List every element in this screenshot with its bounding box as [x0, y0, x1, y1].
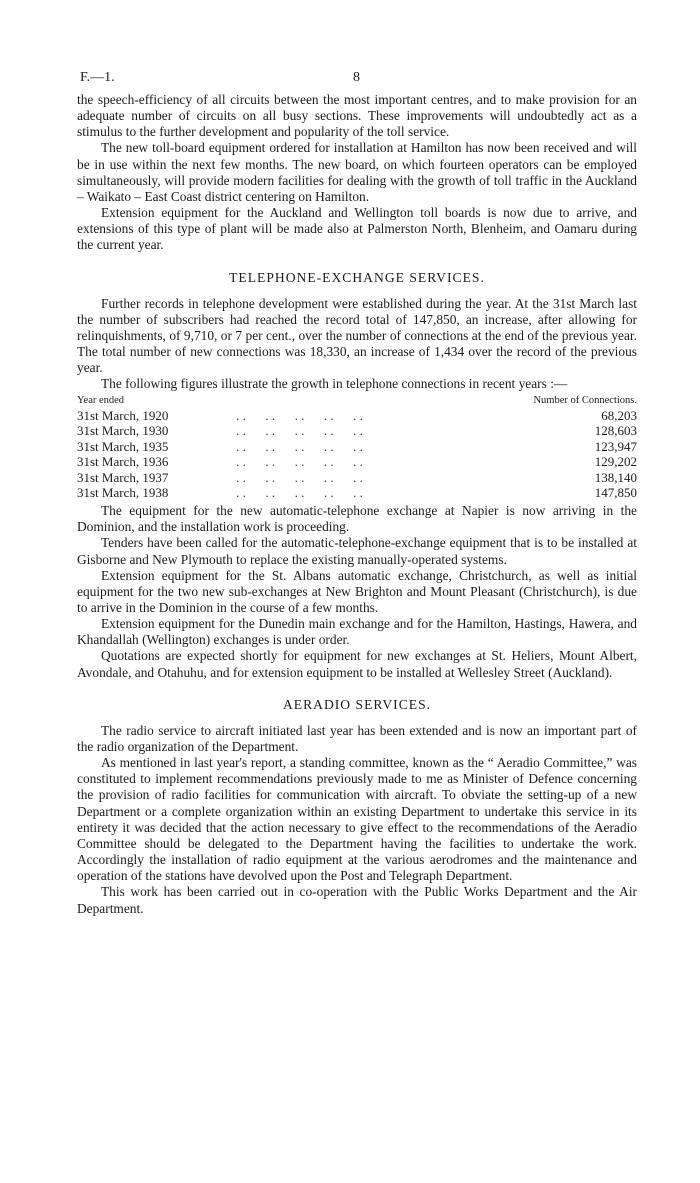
- telephone-paragraph-5: Extension equipment for the St. Albans automatic exchange, Christchurch, as well as initial equipment for the two new sub-exchanges at New Brighton and Mount Pleasant (Christchurch), is due to arrive in the Dominion in the course of a few months.: [77, 567, 637, 615]
- table-row: [77, 423, 637, 439]
- telephone-paragraph-7: Quotations are expected shortly for equipment for new exchanges at St. Heliers, Mount Albert, Avondale, and Otahuhu, and for extension equipment to be installed at Wellesley Street (Auckland).: [77, 648, 637, 680]
- dot-leader: . . . . . . . . . .: [236, 469, 363, 485]
- dot-leader: . . . . . . . . . .: [236, 438, 363, 454]
- table-row: [77, 408, 637, 424]
- telephone-section-heading: TELEPHONE-EXCHANGE SERVICES.: [229, 269, 485, 285]
- telephone-paragraph-6: Extension equipment for the Dunedin main exchange and for the Hamilton, Hastings, Hawera, and Khandallah (Wellington) exchanges is under order.: [77, 616, 637, 648]
- intro-paragraph-1: the speech-efficiency of all circuits between the most important centres, and to make provision for an adequate number of circuits on all busy sections. These improvements will undoubtedly act as a stimulus to the further development and popularity of the toll service.: [77, 92, 637, 140]
- row-year: 31st March, 1930: [77, 423, 169, 439]
- row-connections: 123,947: [594, 438, 637, 454]
- document-page: [77, 70, 637, 917]
- intro-paragraph-3: Extension equipment for the Auckland and Wellington toll boards is now due to arrive, and extensions of this type of plant will be made also at Palmerston North, Blenheim, and Oamaru during the current year.: [77, 205, 637, 253]
- row-year: 31st March, 1920: [77, 407, 169, 423]
- row-year: 31st March, 1936: [77, 454, 169, 470]
- table-row: [77, 454, 637, 470]
- telephone-paragraph-3: The equipment for the new automatic-telephone exchange at Napier is now arriving in the Dominion, and the installation work is proceeding.: [77, 503, 637, 535]
- telephone-paragraph-4: Tenders have been called for the automatic-telephone-exchange equipment that is to be installed at Gisborne and New Plymouth to replace the existing manually-operated systems.: [77, 535, 637, 567]
- table-row: [77, 485, 637, 501]
- page-number: 8: [353, 70, 360, 85]
- connections-table: [77, 394, 637, 502]
- row-connections: 128,603: [594, 423, 637, 439]
- connections-table-header: [77, 394, 637, 408]
- aeradio-paragraph-2: As mentioned in last year's report, a standing committee, known as the “ Aeradio Committee,” was constituted to implement recommendations previously made to me as Minister of Defence concerning the provision of radio facilities for communication with aircraft. To obviate the setting-up of a new Department or a complete organization within an existing Department to undertake this service in its entirety it was decided that the action necessary to give effect to the recommendations of the Aeradio Committee should be delegated to the Department having the facilities to undertake the work. Accordingly the installation of radio equipment at the various aerodromes and the maintenance and operation of the stations have devolved upon the Post and Telegraph Department.: [77, 755, 637, 884]
- aeradio-section-heading: AERADIO SERVICES.: [282, 696, 432, 712]
- row-year: 31st March, 1938: [77, 485, 169, 501]
- telephone-paragraph-1: Further records in telephone development were established during the year. At the 31st March last the number of subscribers had reached the record total of 147,850, an increase, after allowing for relinquishments, of 9,710, or 7 per cent., over the number of connections at the end of the previous year. The total number of new connections was 18,330, an increase of 1,434 over the record of the previous year.: [77, 295, 637, 376]
- intro-paragraph-2: The new toll-board equipment ordered for installation at Hamilton has now been received and will be in use within the next few months. The new board, on which fourteen operators can be employed simultaneously, will provide modern facilities for dealing with the growth of toll traffic in the Auckland – Waikato – East Coast district centering on Hamilton.: [77, 140, 637, 204]
- connections-column-header: Number of Connections.: [533, 394, 637, 406]
- row-year: 31st March, 1935: [77, 438, 169, 454]
- dot-leader: . . . . . . . . . .: [236, 407, 363, 423]
- document-reference: F.—1.: [80, 70, 115, 85]
- row-connections: 68,203: [601, 407, 637, 423]
- row-year: 31st March, 1937: [77, 469, 169, 485]
- page-header: [77, 70, 637, 92]
- table-row: [77, 439, 637, 455]
- year-column-header: Year ended: [77, 394, 125, 406]
- table-row: [77, 470, 637, 486]
- dot-leader: . . . . . . . . . .: [236, 423, 363, 439]
- dot-leader: . . . . . . . . . .: [236, 485, 363, 501]
- row-connections: 129,202: [594, 454, 637, 470]
- row-connections: 147,850: [594, 485, 637, 501]
- telephone-paragraph-2: The following figures illustrate the growth in telephone connections in recent years :—: [101, 376, 568, 392]
- aeradio-paragraph-3: This work has been carried out in co-operation with the Public Works Department and the Air Department.: [77, 884, 637, 916]
- row-connections: 138,140: [594, 469, 637, 485]
- aeradio-paragraph-1: The radio service to aircraft initiated last year has been extended and is now an important part of the radio organization of the Department.: [77, 722, 637, 754]
- dot-leader: . . . . . . . . . .: [236, 454, 363, 470]
